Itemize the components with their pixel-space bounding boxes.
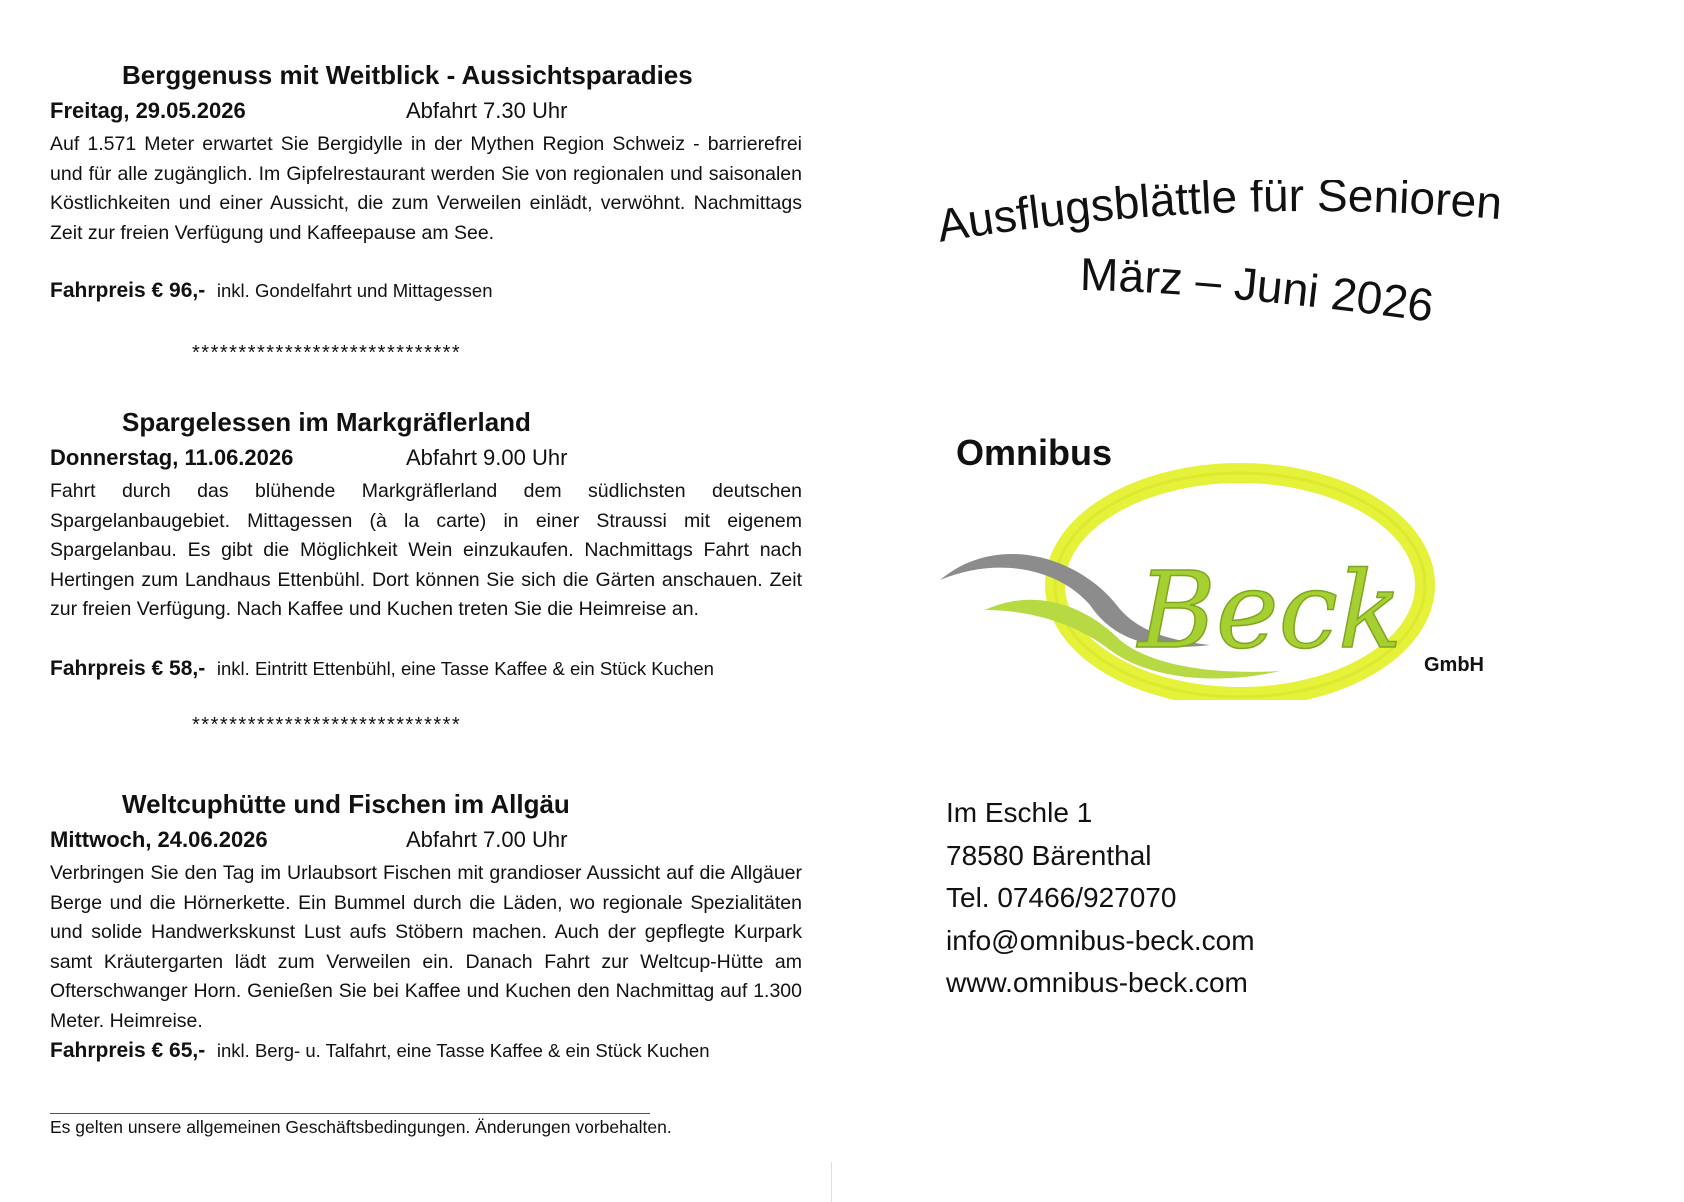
logo-word-main: Beck xyxy=(1138,549,1403,672)
fold-line xyxy=(831,1162,832,1202)
contact-street: Im Eschle 1 xyxy=(946,797,1093,828)
trip-price-note: inkl. Gondelfahrt und Mittagessen xyxy=(216,280,493,301)
trip-description: Auf 1.571 Meter erwartet Sie Bergidylle in der Mythen Region Schweiz - barrierefrei und für alle zugänglich. Im Gipfelrestaurant werden Sie von regionalen und saisonalen Köstlichkeiten und einer Aussicht, die zum Verweilen einlädt, verwöhnt. Nachmittags Zeit zur freien Verfügung und Kaffeepause am See. xyxy=(50,133,802,244)
svg-text:Ausflugsblättle für Senioren xyxy=(933,180,1504,252)
separator: ***************************** xyxy=(192,714,462,736)
trip-price: Fahrpreis € 65,- xyxy=(50,1039,206,1062)
trip-price-row xyxy=(50,1039,710,1063)
footer-note: Es gelten unsere allgemeinen Geschäftsbedingungen. Änderungen vorbehalten. xyxy=(50,1117,672,1137)
trip-title: Berggenuss mit Weitblick - Aussichtsparadies xyxy=(122,60,693,90)
footer-rule xyxy=(50,1113,650,1114)
contact-web: www.omnibus-beck.com xyxy=(946,967,1248,998)
headline xyxy=(930,180,1650,360)
company-logo xyxy=(940,435,1500,700)
logo-word-top: Omnibus xyxy=(956,435,1113,473)
trip-title: Spargelessen im Markgräflerland xyxy=(122,407,531,437)
trip-price: Fahrpreis € 96,- xyxy=(50,279,206,302)
contact-block xyxy=(946,792,1255,1005)
trip-departure: Abfahrt 7.30 Uhr xyxy=(406,98,568,123)
contact-city: 78580 Bärenthal xyxy=(946,839,1152,871)
separator: ***************************** xyxy=(192,342,462,364)
trip-description: Fahrt durch das blühende Markgräflerland dem südlichsten deutschen Spargelanbaugebiet. Mittagessen (à la carte) in einer Straussi mit eigenem Spargelanbau. Es gibt die Möglichkeit Wein einzukaufen. Nachmittags Fahrt nach Hertingen zum Landhaus Ettenbühl. Dort können Sie sich die Gärten anschauen. Zeit zur freien Verfügung. Nach Kaffee und Kuchen treten Sie die Heimreise an. xyxy=(50,480,802,620)
trip-title: Weltcuphütte und Fischen im Allgäu xyxy=(122,789,570,819)
trip-price-row xyxy=(50,657,714,681)
headline-line1: Ausflugsblättle für Senioren xyxy=(933,180,1505,252)
trip-price-note: inkl. Eintritt Ettenbühl, eine Tasse Kaffee & ein Stück Kuchen xyxy=(216,658,714,679)
headline-line2: März – Juni 2026 xyxy=(1079,247,1437,332)
trip-departure: Abfahrt 7.00 Uhr xyxy=(406,827,568,852)
trip-date: Freitag, 29.05.2026 xyxy=(50,98,246,123)
trip-date-row xyxy=(50,98,808,126)
contact-phone: Tel. 07466/927070 xyxy=(946,882,1177,913)
trip-departure: Abfahrt 9.00 Uhr xyxy=(406,445,568,470)
trip-price-row xyxy=(50,279,493,303)
trip-description: Verbringen Sie den Tag im Urlaubsort Fischen mit grandioser Aussicht auf die Allgäuer Berge und die Hörnerkette. Ein Bummel durch die Läden, wo regionale Spezialitäten und solide Handwerkskunst Lust aufs Stöbern machen. Auch der gepflegte Kurpark samt Kräutergarten lädt zum Verweilen ein. Danach Fahrt zur Weltcup-Hütte am Ofterschwanger Horn. Genießen Sie bei Kaffee und Kuchen den Nachmittag auf 1.300 Meter. Heimreise. xyxy=(50,862,802,1032)
trip-price: Fahrpreis € 58,- xyxy=(50,657,206,680)
logo-word-suffix: GmbH xyxy=(1424,654,1484,676)
trip-date: Mittwoch, 24.06.2026 xyxy=(50,827,268,852)
trip-price-note: inkl. Berg- u. Talfahrt, eine Tasse Kaffee & ein Stück Kuchen xyxy=(216,1040,710,1061)
svg-text:März – Juni 2026 xyxy=(1079,248,1436,332)
trip-date-row xyxy=(50,827,808,855)
trip-date-row xyxy=(50,445,808,473)
contact-email: info@omnibus-beck.com xyxy=(946,924,1255,956)
trip-date: Donnerstag, 11.06.2026 xyxy=(50,445,294,470)
